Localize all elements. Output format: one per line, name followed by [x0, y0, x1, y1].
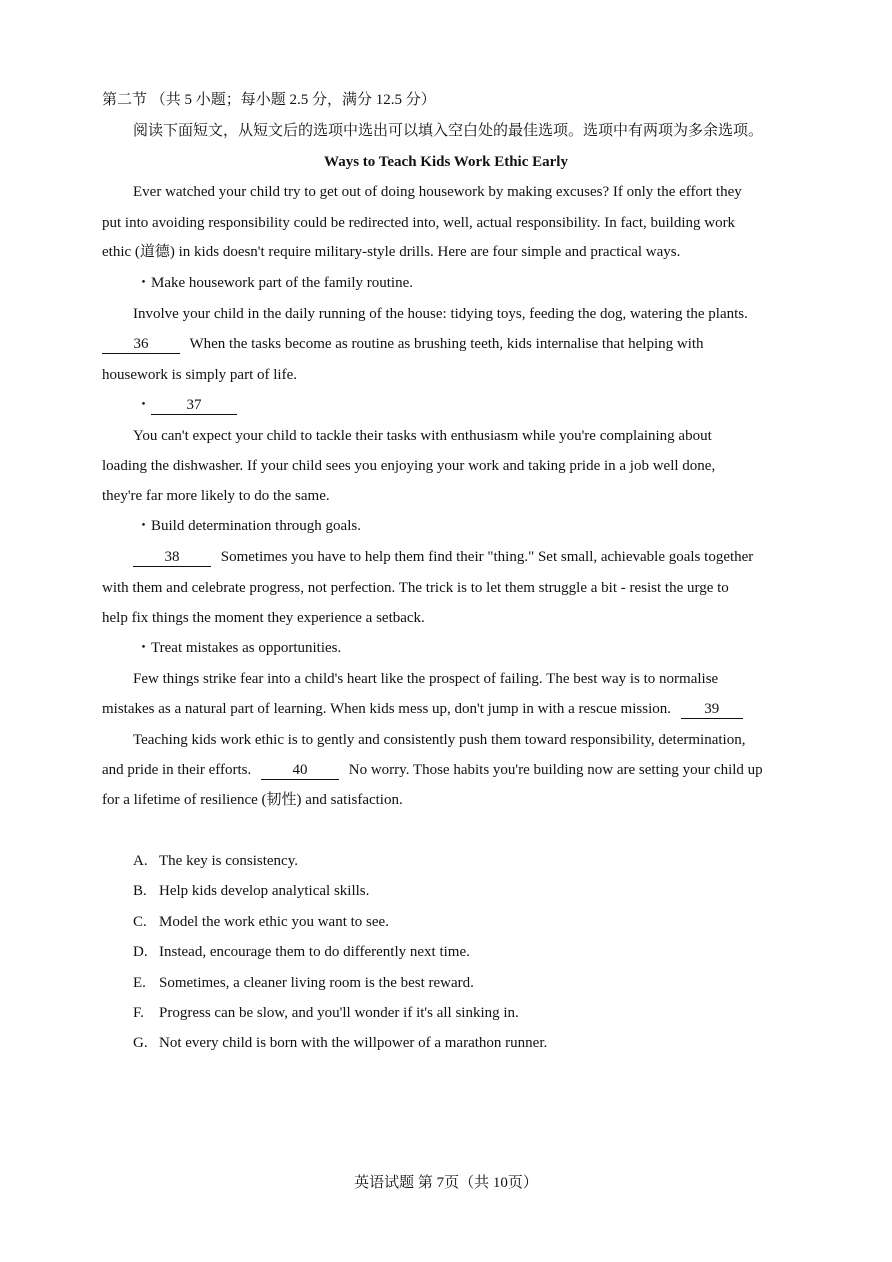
blank-36[interactable]: 36 — [102, 336, 180, 354]
subheading-goals: ・Build determination through goals. — [136, 518, 361, 534]
blank-38[interactable]: 38 — [133, 549, 211, 567]
section-header: 第二节 （共 5 小题；每小题 2.5 分，满分 12.5 分） — [102, 92, 436, 108]
subheading-blank-37 — [136, 395, 836, 415]
option-c[interactable] — [133, 912, 833, 932]
option-text: Instead, encourage them to do differently next time. — [159, 944, 470, 960]
paragraph-line: help fix things the moment they experience a setback. — [102, 610, 425, 626]
blank-39[interactable]: 39 — [681, 701, 743, 719]
option-text: Sometimes, a cleaner living room is the best reward. — [159, 975, 474, 991]
intro-line: Ever watched your child try to get out of doing housework by making excuses? If only the effort they — [133, 184, 742, 200]
intro-line: put into avoiding responsibility could be redirected into, well, actual responsibility. In fact, building work — [102, 215, 736, 231]
paragraph-text: and pride in their efforts. — [102, 762, 252, 778]
subheading-mistakes: ・Treat mistakes as opportunities. — [136, 640, 342, 656]
option-text: Help kids develop analytical skills. — [159, 883, 370, 899]
paragraph-line: housework is simply part of life. — [102, 367, 297, 383]
paragraph-line: Teaching kids work ethic is to gently and consistently push them toward responsibility, determination, — [133, 732, 746, 748]
bullet-mark: ・ — [136, 397, 152, 413]
option-letter: A. — [133, 853, 148, 869]
option-a[interactable] — [133, 851, 833, 871]
paragraph-line: for a lifetime of resilience (韧性) and satisfaction. — [102, 792, 403, 808]
option-letter: G. — [133, 1035, 148, 1051]
option-text: The key is consistency. — [159, 853, 298, 869]
option-e[interactable] — [133, 973, 833, 993]
paragraph-line — [102, 699, 802, 719]
paragraph-line: with them and celebrate progress, not perfection. The trick is to let them struggle a bit - resist the urge to — [102, 580, 729, 596]
paragraph-line — [102, 760, 802, 780]
option-g[interactable] — [133, 1033, 833, 1053]
paragraph-line: Involve your child in the daily running of the house: tidying toys, feeding the dog, watering the plants. — [133, 306, 748, 322]
option-letter: C. — [133, 914, 147, 930]
paragraph-line — [102, 334, 802, 354]
option-letter: D. — [133, 944, 148, 960]
paragraph-line: loading the dishwasher. If your child sees you enjoying your work and taking pride in a job well done, — [102, 458, 716, 474]
paragraph-text: Sometimes you have to help them find their "thing." Set small, achievable goals together — [220, 549, 754, 565]
intro-line: ethic (道德) in kids doesn't require military-style drills. Here are four simple and practical ways. — [102, 244, 681, 260]
article-title: Ways to Teach Kids Work Ethic Early — [324, 154, 568, 170]
option-letter: B. — [133, 883, 147, 899]
paragraph-line: they're far more likely to do the same. — [102, 488, 330, 504]
page-footer: 英语试题 第 7页（共 10页） — [354, 1175, 538, 1191]
paragraph-text: No worry. Those habits you're building now are setting your child up — [348, 762, 763, 778]
blank-40[interactable]: 40 — [261, 762, 339, 780]
paragraph-text: When the tasks become as routine as brushing teeth, kids internalise that helping with — [189, 336, 704, 352]
option-d[interactable] — [133, 942, 833, 962]
instructions: 阅读下面短文，从短文后的选项中选出可以填入空白处的最佳选项。选项中有两项为多余选项。 — [133, 123, 764, 139]
paragraph-text: mistakes as a natural part of learning. When kids mess up, don't jump in with a rescue mission. — [102, 701, 671, 717]
blank-37[interactable]: 37 — [151, 397, 237, 415]
paragraph-line — [133, 547, 833, 567]
option-letter: F. — [133, 1005, 144, 1021]
option-text: Model the work ethic you want to see. — [159, 914, 389, 930]
option-letter: E. — [133, 975, 146, 991]
option-f[interactable] — [133, 1003, 833, 1023]
option-text: Progress can be slow, and you'll wonder if it's all sinking in. — [159, 1005, 519, 1021]
subheading-routine: ・Make housework part of the family routine. — [136, 275, 414, 291]
paragraph-line: You can't expect your child to tackle their tasks with enthusiasm while you're complaining about — [133, 428, 712, 444]
option-text: Not every child is born with the willpower of a marathon runner. — [159, 1035, 548, 1051]
option-b[interactable] — [133, 881, 833, 901]
paragraph-line: Few things strike fear into a child's heart like the prospect of failing. The best way is to normalise — [133, 671, 719, 687]
